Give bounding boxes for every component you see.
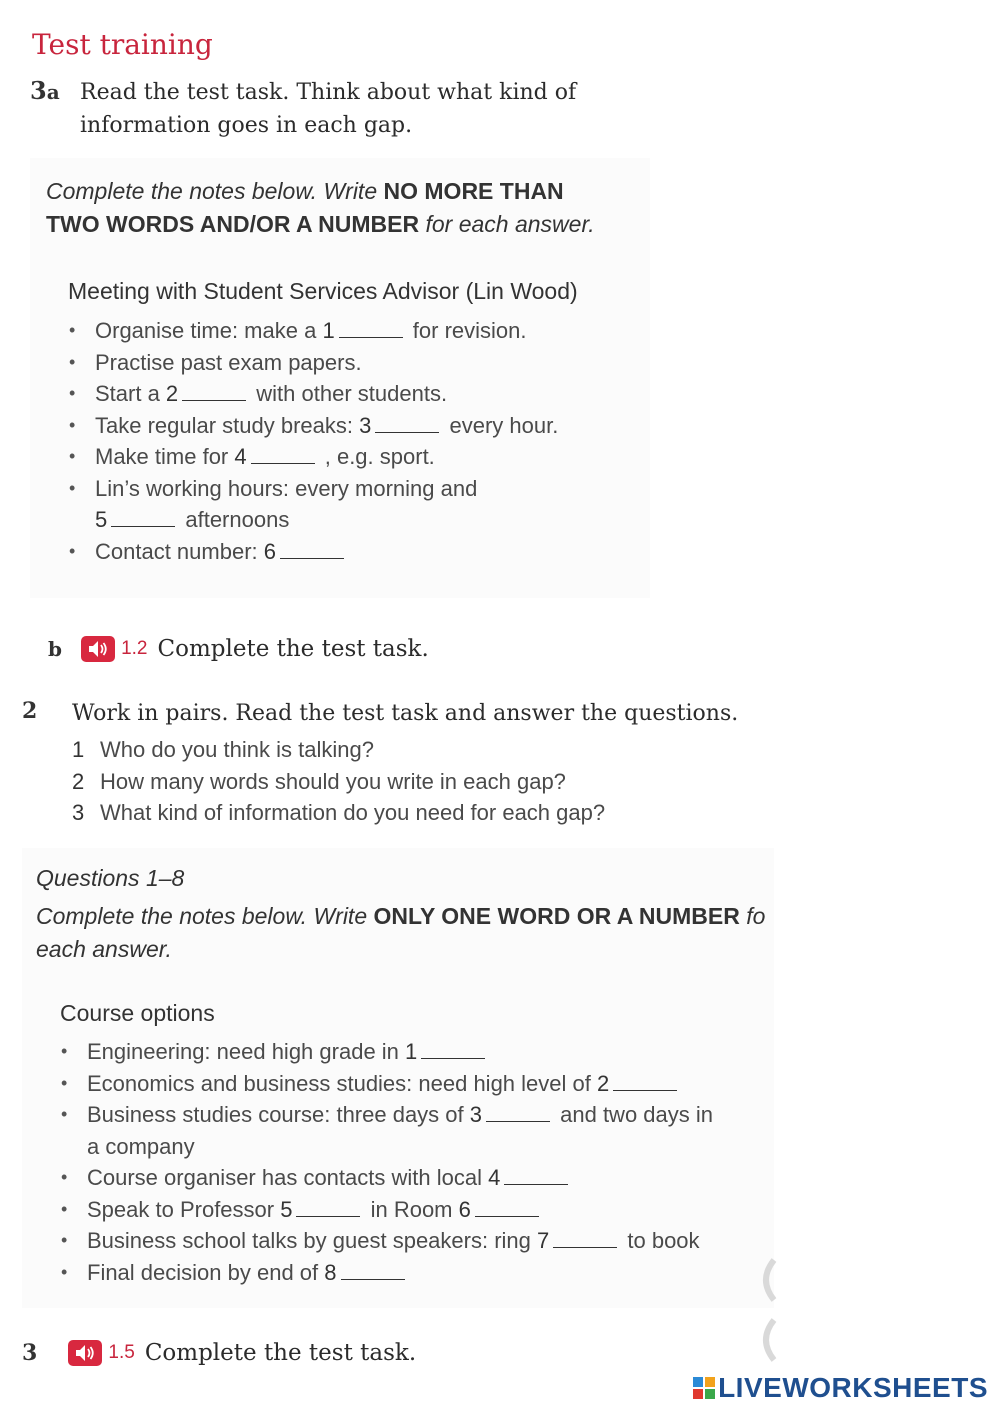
gap-number: 6 (263, 538, 276, 564)
gap-number: 8 (324, 1259, 337, 1285)
answer-gap[interactable] (111, 508, 175, 527)
item-text: afternoons (179, 507, 290, 532)
item-text: Take regular study breaks: (95, 412, 360, 438)
gap-number: 7 (537, 1228, 550, 1253)
list-item (67, 473, 627, 536)
exercise-instruction: Complete the test task. (144, 1340, 417, 1366)
instruction-text: Complete the notes below. Write (36, 903, 374, 929)
gap-number: 3 (469, 1102, 483, 1127)
liveworksheets-logo (693, 1372, 988, 1404)
questions-range: Questions 1–8 (36, 865, 185, 891)
notes-heading: Meeting with Student Services Advisor (Lin Wood) (68, 278, 578, 304)
speaker-icon (75, 1344, 95, 1362)
notes-list-2 (59, 1036, 759, 1288)
gap-number: 2 (165, 381, 179, 406)
gap-number: 1 (405, 1039, 418, 1064)
page-edge-decoration (752, 1250, 782, 1370)
logo-grid-icon (693, 1377, 715, 1399)
list-item (72, 766, 712, 798)
logo-text: LIVEWORKSHEETS (718, 1372, 988, 1403)
task2-instruction (36, 900, 774, 966)
list-item (72, 797, 712, 829)
item-text: every hour. (443, 412, 559, 438)
answer-gap[interactable] (251, 445, 315, 464)
gap-number: 5 (280, 1196, 293, 1222)
list-item (59, 1257, 759, 1289)
item-text: Organise time: make a (95, 318, 323, 343)
question-number: 1 (72, 737, 85, 762)
gap-number: 5 (95, 507, 108, 532)
exercise-instruction: Complete the test task. (157, 636, 429, 662)
answer-gap[interactable] (553, 1229, 617, 1248)
item-text: Course organiser has contacts with local (87, 1165, 489, 1190)
question-number: 3 (72, 800, 85, 825)
list-item (59, 1194, 759, 1226)
page-title: Test training (32, 28, 213, 61)
exercise-number: 3 (22, 1340, 38, 1366)
list-item (59, 1099, 759, 1162)
item-text: in Room (364, 1196, 459, 1222)
gap-number: 4 (488, 1165, 501, 1190)
audio-play-button[interactable] (81, 636, 115, 662)
exercise-3a-number (30, 76, 60, 105)
gap-number: 3 (359, 412, 372, 438)
question-text: What kind of information do you need for each gap? (100, 800, 606, 825)
item-text: Economics and business studies: need high level of (87, 1070, 597, 1096)
exercise-2-number: 2 (22, 698, 38, 724)
item-text: Final decision by end of (87, 1259, 325, 1285)
instruction-bold: ONLY ONE WORD OR A NUMBER (373, 903, 740, 929)
audio-track-number: 1.5 (108, 1342, 135, 1363)
item-text: Engineering: need high grade in (87, 1039, 406, 1064)
exercise-3b (48, 636, 429, 662)
notes-heading: Course options (60, 1000, 215, 1026)
instruction-text: fo (739, 903, 766, 929)
exercise-letter: b (48, 637, 62, 661)
audio-track-number: 1.2 (121, 638, 148, 659)
answer-gap[interactable] (280, 540, 344, 559)
answer-gap[interactable] (296, 1198, 360, 1217)
gap-number: 1 (322, 318, 335, 343)
instruction-bold: NO MORE THAN (383, 178, 564, 204)
item-text: Start a (95, 381, 166, 406)
item-text: Lin’s working hours: every morning and (95, 475, 478, 501)
list-item (67, 536, 627, 568)
item-text: Practise past exam papers. (95, 349, 362, 375)
answer-gap[interactable] (341, 1261, 405, 1280)
instruction-text: each answer. (36, 936, 172, 962)
item-text: Business school talks by guest speakers: ring (87, 1228, 538, 1253)
question-text: Who do you think is talking? (100, 737, 374, 762)
list-item (59, 1162, 759, 1194)
list-item (72, 734, 712, 766)
exercise-2-instruction: Work in pairs. Read the test task and answer the questions. (72, 701, 739, 726)
gap-number: 6 (458, 1196, 471, 1222)
answer-gap[interactable] (421, 1040, 485, 1059)
gap-number: 4 (234, 444, 247, 469)
answer-gap[interactable] (182, 382, 246, 401)
answer-gap[interactable] (504, 1166, 568, 1185)
item-text: and two days in (554, 1102, 713, 1127)
speaker-icon (88, 640, 108, 658)
item-text: a company (87, 1133, 195, 1159)
task1-instruction (46, 175, 646, 241)
exercise-letter: a (46, 80, 60, 104)
notes-list-1 (67, 315, 627, 567)
answer-gap[interactable] (475, 1198, 539, 1217)
question-number: 2 (72, 768, 85, 794)
item-text: , e.g. sport. (318, 444, 435, 469)
instruction-line: Read the test task. Think about what kind of (80, 80, 577, 105)
instruction-text: Complete the notes below. Write (46, 178, 384, 204)
exercise-number: 3 (30, 76, 47, 105)
item-text: Business studies course: three days of (87, 1102, 470, 1127)
exercise-3a-instruction (80, 76, 640, 142)
item-text: for revision. (406, 318, 527, 343)
item-text: to book (621, 1228, 700, 1253)
audio-play-button[interactable] (68, 1340, 102, 1366)
instruction-bold: TWO WORDS AND/OR A NUMBER (46, 211, 420, 237)
list-item (59, 1225, 759, 1257)
instruction-text: for each answer. (419, 211, 595, 237)
gap-number: 2 (596, 1070, 610, 1096)
exercise-2-questions (72, 734, 712, 829)
item-text: Make time for (95, 444, 235, 469)
list-item (67, 315, 627, 347)
answer-gap[interactable] (375, 414, 439, 433)
list-item (59, 1068, 759, 1100)
question-text: How many words should you write in each gap? (100, 768, 566, 794)
list-item (67, 410, 627, 442)
answer-gap[interactable] (486, 1103, 550, 1122)
item-text: Contact number: (95, 538, 264, 564)
list-item (67, 347, 627, 379)
instruction-line: information goes in each gap. (80, 113, 413, 138)
item-text: Speak to Professor (87, 1196, 281, 1222)
item-text: with other students. (250, 381, 448, 406)
answer-gap[interactable] (613, 1072, 677, 1091)
list-item (67, 378, 627, 410)
exercise-3 (22, 1340, 416, 1366)
answer-gap[interactable] (339, 319, 403, 338)
list-item (59, 1036, 759, 1068)
list-item (67, 441, 627, 473)
